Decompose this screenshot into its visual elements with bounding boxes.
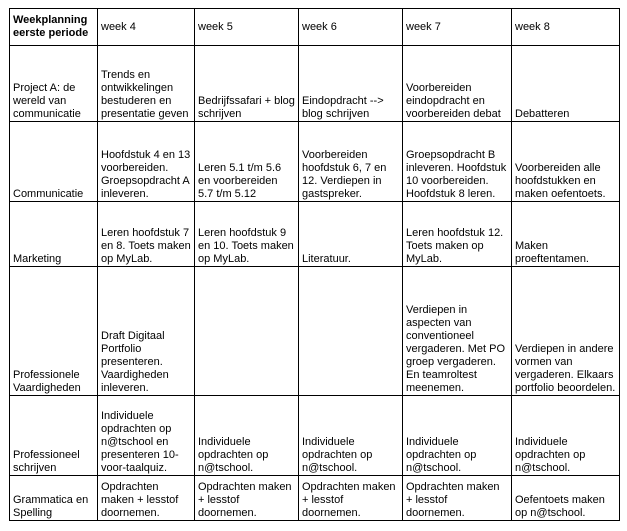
plan-cell: Hoofdstuk 4 en 13 voorbereiden. Groepsopdracht A inleveren.	[98, 122, 195, 202]
week-header: week 6	[299, 9, 403, 46]
week-header: week 4	[98, 9, 195, 46]
plan-cell: Leren hoofdstuk 9 en 10. Toets maken op MyLab.	[195, 202, 299, 267]
weekplanning-table	[9, 8, 620, 521]
table-row	[10, 202, 620, 267]
plan-cell: Maken proeftentamen.	[512, 202, 620, 267]
subject-cell: Professionele Vaardigheden	[10, 267, 98, 396]
plan-cell: Opdrachten maken + lesstof doornemen.	[98, 476, 195, 521]
plan-cell: Opdrachten maken + lesstof doornemen.	[403, 476, 512, 521]
plan-cell: Bedrijfssafari + blog schrijven	[195, 46, 299, 122]
subject-cell: Communicatie	[10, 122, 98, 202]
plan-cell	[299, 267, 403, 396]
subject-cell: Project A: de wereld van communicatie	[10, 46, 98, 122]
plan-cell: Voorbereiden hoofdstuk 6, 7 en 12. Verdiepen in gastspreker.	[299, 122, 403, 202]
table-row	[10, 476, 620, 521]
plan-cell: Oefentoets maken op n@tschool.	[512, 476, 620, 521]
plan-cell: Leren 5.1 t/m 5.6 en voorbereiden 5.7 t/m 5.12	[195, 122, 299, 202]
plan-cell: Opdrachten maken + lesstof doornemen.	[299, 476, 403, 521]
header-row	[10, 9, 620, 46]
table-row	[10, 396, 620, 476]
plan-cell: Voorbereiden alle hoofdstukken en maken oefentoets.	[512, 122, 620, 202]
week-header: week 7	[403, 9, 512, 46]
plan-cell: Verdiepen in aspecten van conventioneel vergaderen. Met PO groep vergaderen. En teamroltest meenemen.	[403, 267, 512, 396]
plan-cell: Individuele opdrachten op n@tschool.	[299, 396, 403, 476]
week-header: week 5	[195, 9, 299, 46]
plan-cell: Debatteren	[512, 46, 620, 122]
plan-cell: Opdrachten maken + lesstof doornemen.	[195, 476, 299, 521]
plan-cell: Individuele opdrachten op n@tschool en presenteren 10-voor-taalquiz.	[98, 396, 195, 476]
subject-cell: Marketing	[10, 202, 98, 267]
plan-cell	[195, 267, 299, 396]
plan-cell: Trends en ontwikkelingen bestuderen en presentatie geven	[98, 46, 195, 122]
plan-cell: Voorbereiden eindopdracht en voorbereiden debat	[403, 46, 512, 122]
plan-cell: Individuele opdrachten op n@tschool.	[403, 396, 512, 476]
plan-cell: Eindopdracht --> blog schrijven	[299, 46, 403, 122]
subject-cell: Grammatica en Spelling	[10, 476, 98, 521]
plan-cell: Leren hoofdstuk 12. Toets maken op MyLab.	[403, 202, 512, 267]
plan-cell: Individuele opdrachten op n@tschool.	[512, 396, 620, 476]
plan-cell: Groepsopdracht B inleveren. Hoofdstuk 10 voorbereiden. Hoofdstuk 8 leren.	[403, 122, 512, 202]
table-row	[10, 46, 620, 122]
plan-cell: Verdiepen in andere vormen van vergaderen. Elkaars portfolio beoordelen.	[512, 267, 620, 396]
table-title: Weekplanning eerste periode	[10, 9, 98, 46]
plan-cell: Leren hoofdstuk 7 en 8. Toets maken op MyLab.	[98, 202, 195, 267]
plan-cell: Draft Digitaal Portfolio presenteren. Vaardigheden inleveren.	[98, 267, 195, 396]
subject-cell: Professioneel schrijven	[10, 396, 98, 476]
plan-cell: Individuele opdrachten op n@tschool.	[195, 396, 299, 476]
table-row	[10, 122, 620, 202]
plan-cell: Literatuur.	[299, 202, 403, 267]
table-row	[10, 267, 620, 396]
week-header: week 8	[512, 9, 620, 46]
